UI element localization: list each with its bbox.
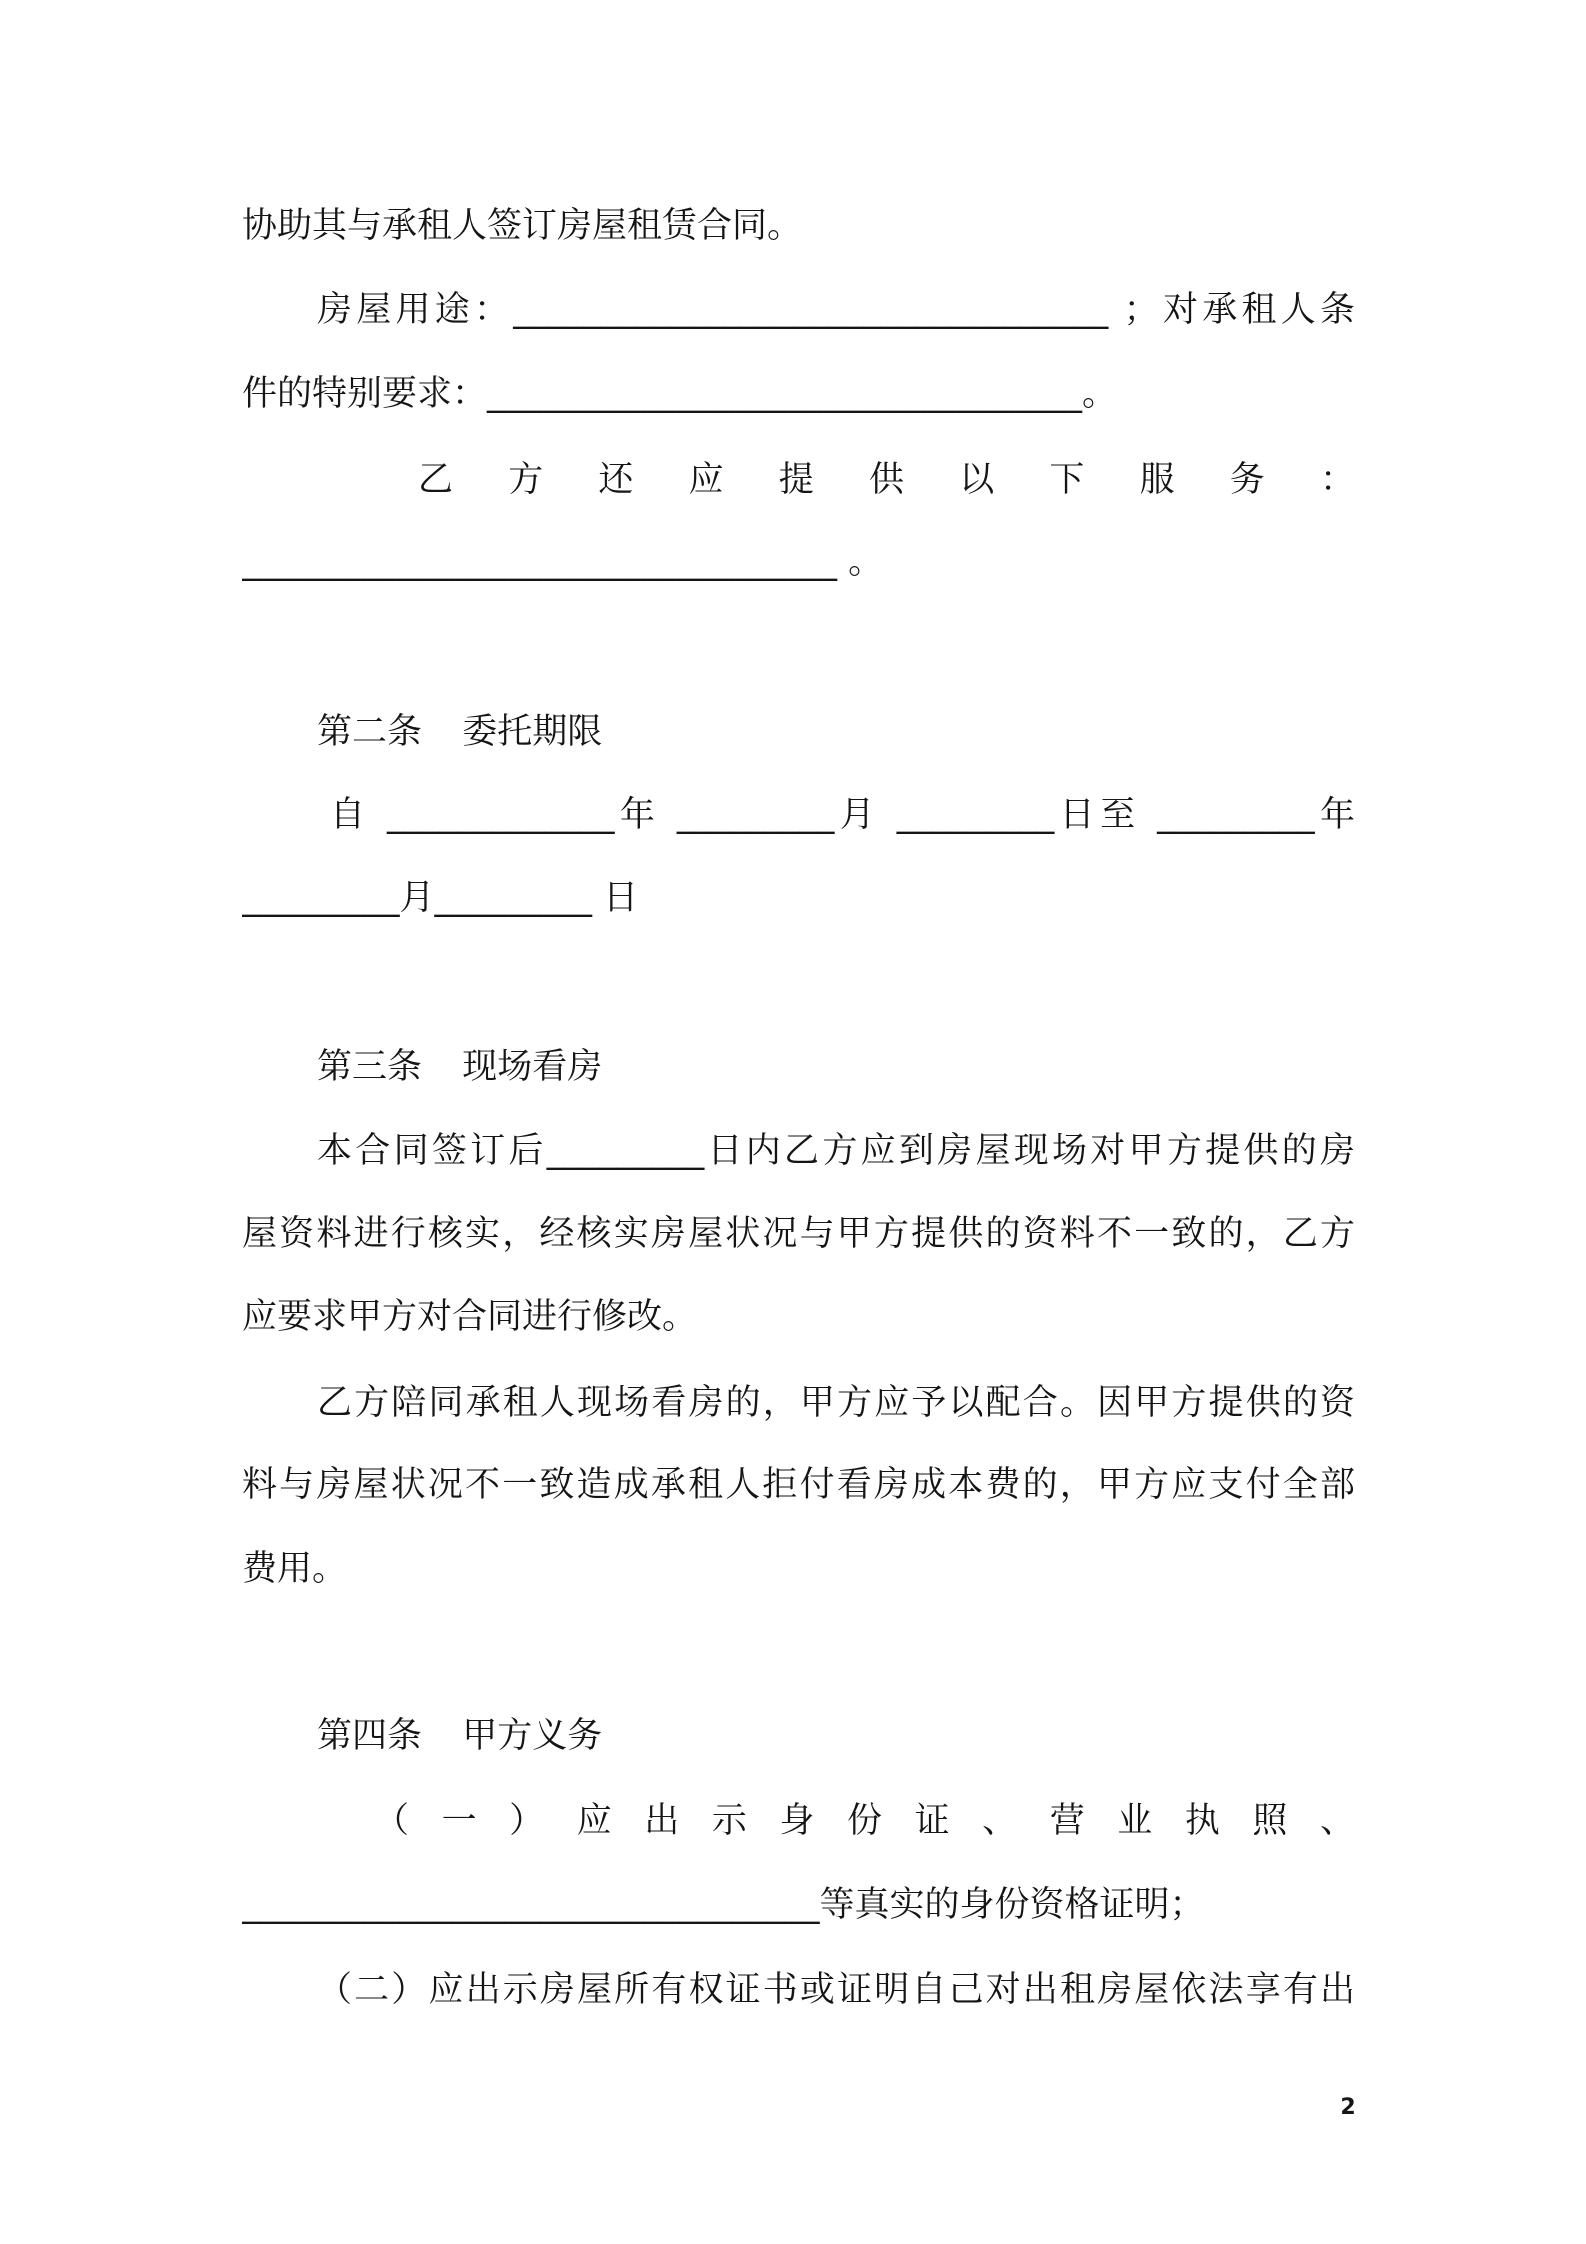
paragraph-line: 料与房屋状况不一致造成承租人拒付看房成本费的，甲方应支付全部 xyxy=(242,1465,1355,1505)
paragraph-line: 本合同签订后_________日内乙方应到房屋现场对甲方提供的房 xyxy=(317,1131,1355,1171)
paragraph-line: （一）应出示身份证、营业执照、 xyxy=(374,1801,1355,1841)
paragraph-line: __________________________________ 。 xyxy=(242,542,884,582)
paragraph-line: 乙方陪同承租人现场看房的，甲方应予以配合。因甲方提供的资 xyxy=(317,1383,1355,1423)
page-number: 2 xyxy=(1340,2095,1356,2120)
article-heading: 第二条 委托期限 xyxy=(317,712,603,752)
paragraph-line: 费用。 xyxy=(242,1549,348,1589)
article-heading: 第三条 现场看房 xyxy=(317,1047,603,1087)
paragraph-line: 屋资料进行核实，经核实房屋状况与甲方提供的资料不一致的，乙方 xyxy=(242,1214,1355,1254)
paragraph-line: 应要求甲方对合同进行修改。 xyxy=(242,1297,698,1337)
article-heading: 第四条 甲方义务 xyxy=(317,1716,603,1756)
paragraph-line: _________________________________等真实的身份资格证明； xyxy=(242,1885,1205,1925)
paragraph-line: 房屋用途：__________________________________ ；对承租人条 xyxy=(317,290,1355,330)
paragraph-line: 自 _____________年 _________月 _________日至 _________年 xyxy=(330,795,1355,835)
paragraph-line: 件的特别要求：__________________________________。 xyxy=(242,374,1118,414)
paragraph-line: 乙方还应提供以下服务： xyxy=(418,460,1355,500)
paragraph-line: _________月_________ 日 xyxy=(242,878,639,918)
paragraph-line: 协助其与承租人签订房屋租赁合同。 xyxy=(242,206,803,246)
paragraph-line: （二）应出示房屋所有权证书或证明自己对出租房屋依法享有出 xyxy=(317,1970,1355,2010)
